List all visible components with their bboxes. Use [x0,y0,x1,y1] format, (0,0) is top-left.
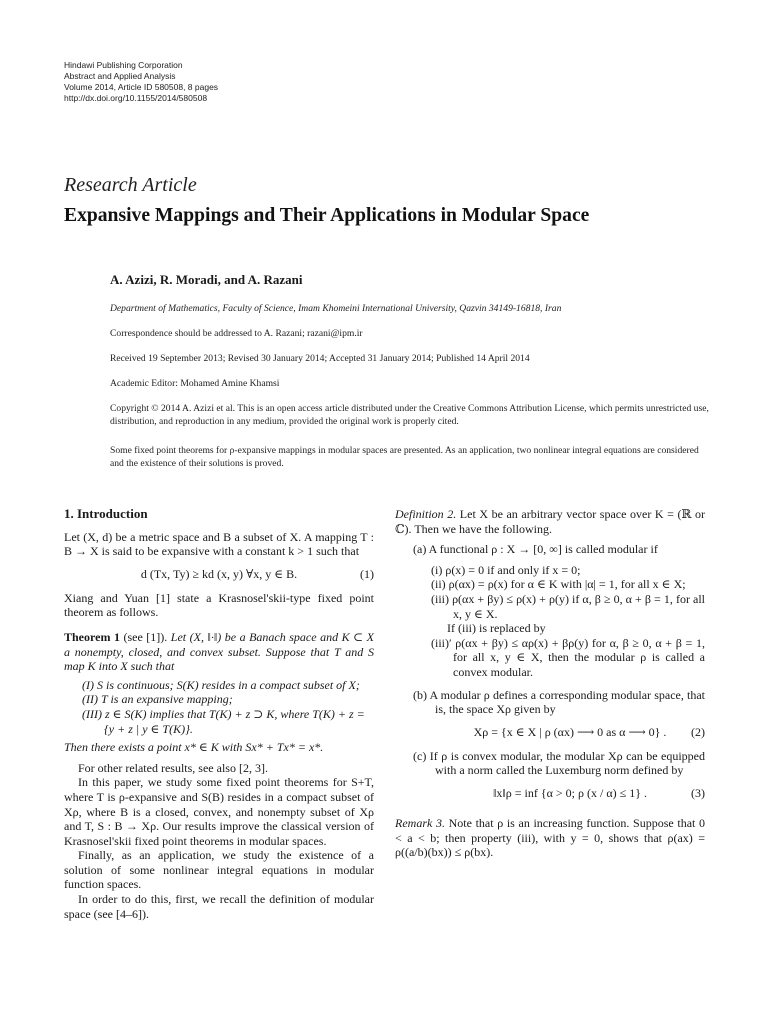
modular-condition: (iii) ρ(αx + βy) ≤ ρ(x) + ρ(y) if α, β ≥ 0, α + β = 1, for all x, y ∈ X. [431,591,705,621]
definition-label: Definition 2. [395,507,457,521]
doi-link[interactable]: http://dx.doi.org/10.1155/2014/580508 [64,93,208,103]
left-column [64,507,374,921]
theorem-conclusion: Then there exists a point x* ∈ K with Sx* + Tx* = x*. [64,740,324,755]
equation-body: ‖x‖ρ = inf {α > 0; ρ (x / α) ≤ 1} . [493,785,647,800]
intro-paragraph: Let (X, d) be a metric space and B a subset of X. A mapping T : B → X is said to be expansive with a constant k > 1 such that [64,529,374,559]
volume-info: Volume 2014, Article ID 580508, 8 pages [64,82,219,92]
theorem-1 [64,630,374,674]
publisher: Hindawi Publishing Corporation [64,60,183,70]
section-heading: 1. Introduction [64,506,148,521]
definition-item-a: (a) A functional ρ : X → [0, ∞] is called modular if [413,542,658,557]
paragraph: Xiang and Yuan [1] state a Krasnosel'skii-type fixed point theorem as follows. [64,590,374,620]
copyright: Copyright © 2014 A. Azizi et al. This is an open access article distributed under the Creative Commons Attribution License, which permits unrestricted use, distribution, and reproduction in any medium, provided the original work is properly cited. [110,403,709,427]
paragraph: In order to do this, first, we recall the definition of modular space (see [4–6]). [64,892,374,921]
article-type: Research Article [64,174,197,196]
remark-text: Note that ρ is an increasing function. Suppose that 0 < a < b; then property (iii), with y = 0, shows that ρ(ax) = ρ((a/b)(bx)) ≤ ρ(bx). [395,815,705,860]
paragraph: Finally, as an application, we study the existence of a solution of some nonlinear integral equations in modular function spaces. [64,848,374,892]
authors: A. Azizi, R. Moradi, and A. Razani [110,272,303,287]
definition-2 [395,507,705,536]
equation-number: (1) [360,566,374,581]
theorem-item: (I) S is continuous; S(K) resides in a compact subset of X; [82,677,360,692]
equation-body: Xρ = {x ∈ X | ρ (αx) ⟶ 0 as α ⟶ 0} . [473,724,667,739]
definition-text: Let X be an arbitrary vector space over K = (ℝ or ℂ). Then we have the following. [395,507,705,536]
equation-2 [435,725,705,741]
academic-editor: Academic Editor: Mohamed Amine Khamsi [110,378,280,389]
theorem-label: Theorem 1 [64,629,120,644]
paragraph: For other related results, see also [2, 3]. [78,760,268,775]
journal-header [64,60,218,104]
theorem-item: (III) z ∈ S(K) implies that T(K) + z ⊃ K, where T(K) + z = {y + z | y ∈ T(K)}. [82,706,365,736]
equation-number: (3) [691,785,705,800]
equation-body: d (Tx, Ty) ≥ kd (x, y) ∀x, y ∈ B. [140,566,298,581]
remark-label: Remark 3. [395,815,445,830]
theorem-text: Let (X, ‖·‖) be a Banach space and K ⊂ X a nonempty, closed, and convex subset. Suppose that T and S map K into X such that [64,629,375,674]
definition-item-c: (c) If ρ is convex modular, the modular Xρ can be equipped with a norm called the Luxemburg norm defined by [413,748,705,778]
modular-condition: (ii) ρ(αx) = ρ(x) for α ∈ K with |α| = 1, for all x ∈ X; [431,577,686,592]
journal-name: Abstract and Applied Analysis [64,71,176,81]
definition-item-b: (b) A modular ρ defines a corresponding modular space, that is, the space Xρ given by [413,687,705,717]
correspondence: Correspondence should be addressed to A. Razani; razani@ipm.ir [110,328,363,339]
paragraph: In this paper, we study some fixed point theorems for S+T, where T is ρ-expansive and S(B) resides in a compact subset of Xρ, where B is a closed, convex, and nonempty subset of Xρ and T, S : B → Xρ. Our results improve the classical version of Krasnosel'skii fixed point theorems in modular spaces. [64,775,374,848]
modular-note: If (iii) is replaced by [447,621,546,636]
equation-number: (2) [691,724,705,739]
equation-1 [64,567,374,583]
article-title: Expansive Mappings and Their Applications in Modular Space [64,205,590,226]
affiliation: Department of Mathematics, Faculty of Science, Imam Khomeini International University, Qazvin 34149-16818, Iran [110,303,562,314]
modular-condition: (iii)′ ρ(αx + βy) ≤ αρ(x) + βρ(y) for α, β ≥ 0, α + β = 1, for all x, y ∈ X, then the modular ρ is called a convex modular. [431,635,705,679]
equation-3 [435,786,705,808]
history-dates: Received 19 September 2013; Revised 30 January 2014; Accepted 31 January 2014; Published 14 April 2014 [110,353,530,364]
modular-condition: (i) ρ(x) = 0 if and only if x = 0; [431,562,581,577]
remark-3 [395,816,705,860]
right-column [395,507,705,860]
abstract: Some fixed point theorems for ρ-expansive mappings in modular spaces are presented. As an application, two nonlinear integral equations are considered and the existence of their solutions is proved. [110,445,699,469]
theorem-item: (II) T is an expansive mapping; [82,692,233,707]
theorem-ref: (see [1]). [119,629,168,644]
